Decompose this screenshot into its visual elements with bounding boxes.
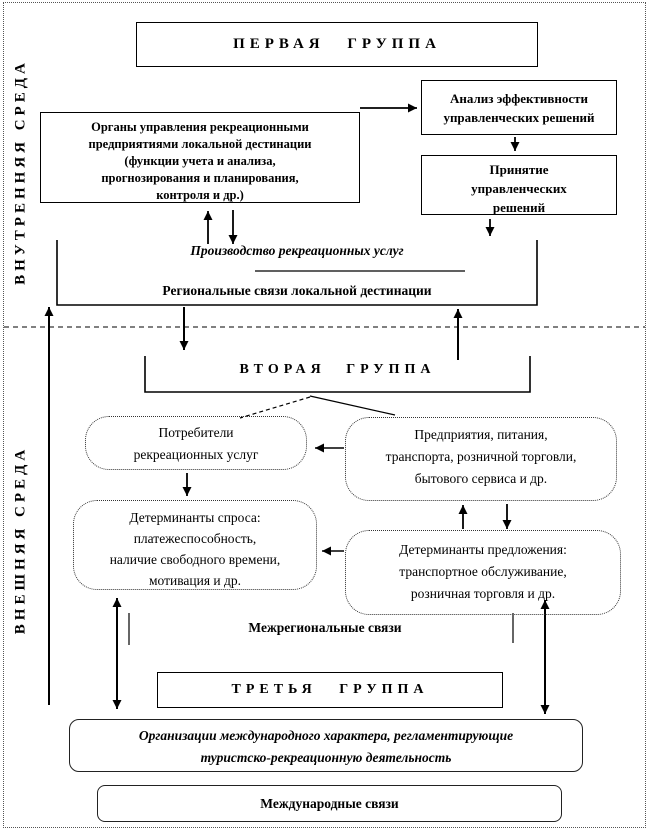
text-line: Организации международного характера, регламентирующие (138, 728, 514, 743)
text-line: управленческих решений (443, 110, 595, 125)
text-line: розничная торговля и др. (410, 586, 556, 601)
text-line: рекреационных услуг (133, 447, 259, 462)
text-line: Потребители (158, 425, 234, 440)
text-line: решений (492, 200, 546, 215)
third-group-label: ТРЕТЬЯ ГРУППА (231, 682, 429, 697)
consumers-box (85, 416, 307, 470)
supply-determinants-box (345, 530, 621, 615)
text-line: мотивация и др. (148, 573, 242, 588)
second-group-label: ВТОРАЯ ГРУППА (239, 362, 436, 377)
text-line: предприятиями локальной дестинации (88, 137, 312, 151)
international-links-box (97, 785, 562, 822)
text-line: транспорта, розничной торговли, (385, 449, 577, 464)
text-line: управленческих (471, 181, 567, 196)
production-label: Производство рекреационных услуг (190, 243, 404, 258)
text-line: транспортное обслуживание, (399, 564, 567, 579)
outer-environment-label: ВНЕШНЯЯ СРЕДА (12, 445, 29, 635)
text-line: туристско-рекреационную деятельность (200, 750, 452, 765)
interregional-links-label: Межрегиональные связи (248, 620, 402, 635)
analysis-box (421, 80, 617, 135)
branch-left-dashed (240, 397, 310, 418)
first-group-box (136, 22, 538, 67)
first-group-label: ПЕРВАЯ ГРУППА (233, 36, 441, 52)
text-line: Органы управления рекреационными (91, 120, 309, 134)
text-line: контроля и др.) (156, 188, 244, 202)
demand-determinants-box (73, 500, 317, 590)
text-line: бытового сервиса и др. (414, 471, 548, 486)
international-links-label: Международные связи (260, 796, 399, 811)
regional-links-label: Региональные связи локальной дестинации (162, 283, 432, 298)
inner-environment-label: ВНУТРЕННЯЯ СРЕДА (12, 59, 29, 285)
text-line: Детерминанты спроса: (129, 510, 261, 525)
text-line: Анализ эффективности (449, 91, 589, 106)
text-line: наличие свободного времени, (109, 552, 281, 567)
text-line: Предприятия, питания, (414, 427, 548, 442)
text-line: (функции учета и анализа, (124, 154, 276, 168)
international-orgs-box (69, 719, 583, 772)
text-line: прогнозирования и планирования, (101, 171, 299, 185)
third-group-box (157, 672, 503, 708)
text-line: Детерминанты предложения: (399, 542, 567, 557)
management-bodies-box (40, 112, 360, 203)
text-line: Принятие (489, 162, 549, 177)
text-line: платежеспособность, (133, 531, 257, 546)
enterprises-box (345, 417, 617, 501)
decision-box (421, 155, 617, 215)
branch-right (310, 396, 395, 415)
